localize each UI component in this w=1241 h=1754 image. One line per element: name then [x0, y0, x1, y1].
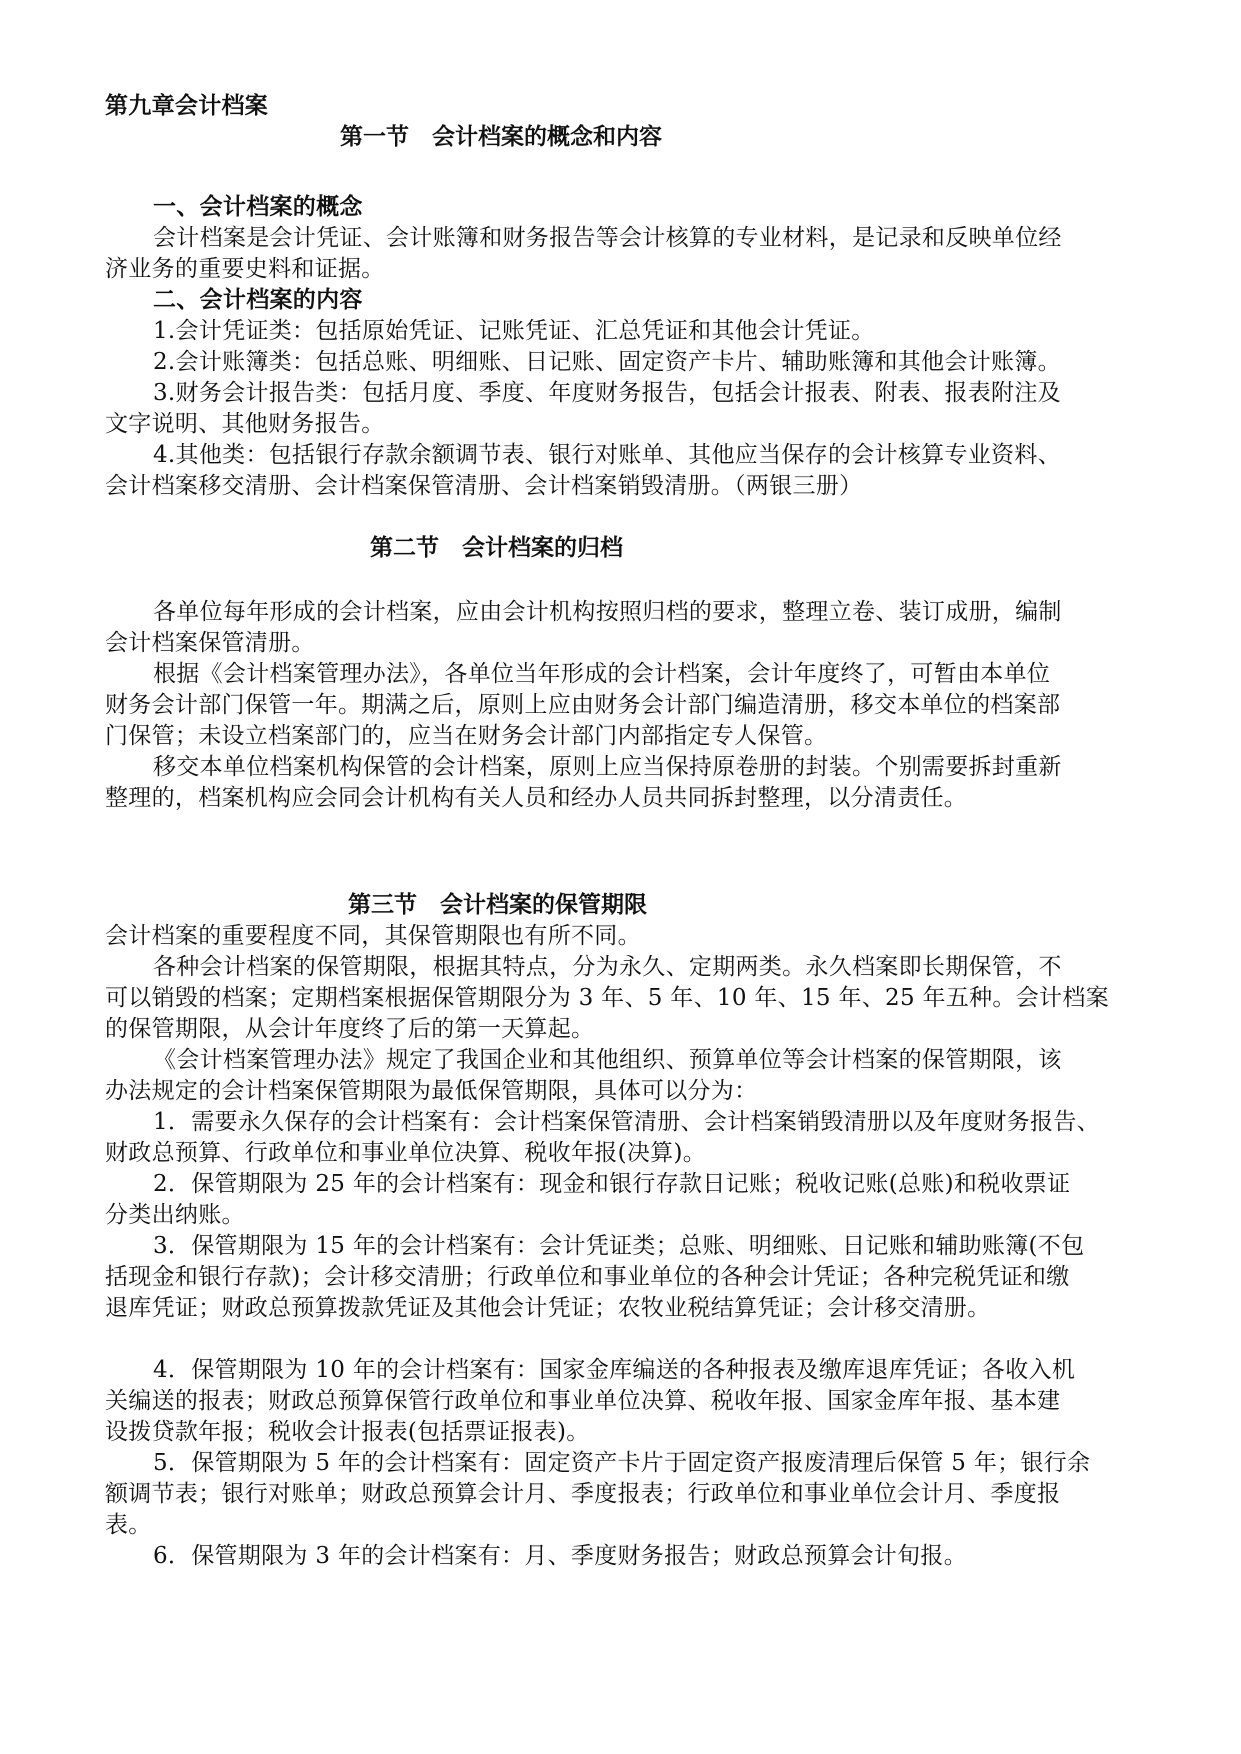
paragraph-line: 办法规定的会计档案保管期限为最低保管期限，具体可以分为：	[105, 1078, 758, 1104]
list-item: 1．需要永久保存的会计档案有：会计档案保管清册、会计档案销毁清册以及年度财务报告、	[153, 1109, 1100, 1135]
paragraph-line: 会计档案保管清册。	[105, 630, 315, 656]
paragraph-line: 各种会计档案的保管期限，根据其特点，分为永久、定期两类。永久档案即长期保管，不	[153, 954, 1062, 980]
list-item: 会计档案移交清册、会计档案保管清册、会计档案销毁清册。（两银三册）	[105, 473, 863, 499]
paragraph-line: 会计档案的重要程度不同，其保管期限也有所不同。	[105, 923, 641, 949]
list-item: 表。	[105, 1512, 152, 1538]
list-item: 财政总预算、行政单位和事业单位决算、税收年报(决算)。	[105, 1140, 707, 1166]
section3-title: 第三节 会计档案的保管期限	[348, 892, 647, 918]
chapter-title: 第九章会计档案	[105, 93, 269, 119]
paragraph-line: 移交本单位档案机构保管的会计档案，原则上应当保持原卷册的封装。个别需要拆封重新	[153, 754, 1062, 780]
list-item: 分类出纳账。	[105, 1202, 245, 1228]
list-item: 额调节表；银行对账单；财政总预算会计月、季度报表；行政单位和事业单位会计月、季度报	[105, 1481, 1061, 1507]
paragraph-line: 门保管；未设立档案部门的，应当在财务会计部门内部指定专人保管。	[105, 723, 828, 749]
paragraph-line: 济业务的重要史料和证据。	[105, 256, 385, 282]
section1-sub2-heading: 二、会计档案的内容	[153, 287, 363, 313]
paragraph-line: 《会计档案管理办法》规定了我国企业和其他组织、预算单位等会计档案的保管期限，该	[153, 1047, 1062, 1073]
list-item: 4．保管期限为 10 年的会计档案有：国家金库编送的各种报表及缴库退库凭证；各收入机	[153, 1357, 1076, 1383]
list-item: 5．保管期限为 5 年的会计档案有：固定资产卡片于固定资产报废清理后保管 5 年；银行余	[153, 1450, 1091, 1476]
section1-title: 第一节 会计档案的概念和内容	[340, 124, 662, 150]
paragraph-line: 可以销毁的档案；定期档案根据保管期限分为 3 年、5 年、10 年、15 年、25 年五种。会计档案	[105, 985, 1109, 1011]
paragraph-line: 财务会计部门保管一年。期满之后，原则上应由财务会计部门编造清册，移交本单位的档案部	[105, 692, 1061, 718]
paragraph-line: 各单位每年形成的会计档案，应由会计机构按照归档的要求，整理立卷、装订成册，编制	[153, 599, 1062, 625]
list-item: 1.会计凭证类：包括原始凭证、记账凭证、汇总凭证和其他会计凭证。	[153, 318, 875, 344]
list-item: 文字说明、其他财务报告。	[105, 411, 385, 437]
list-item: 设拨贷款年报；税收会计报表(包括票证报表)。	[105, 1419, 590, 1445]
section1-sub1-heading: 一、会计档案的概念	[153, 194, 363, 220]
list-item: 3．保管期限为 15 年的会计档案有：会计凭证类；总账、明细账、日记账和辅助账簿(不包	[153, 1233, 1085, 1259]
list-item: 退库凭证；财政总预算拨款凭证及其他会计凭证；农牧业税结算凭证；会计移交清册。	[105, 1295, 991, 1321]
list-item: 4.其他类：包括银行存款余额调节表、银行对账单、其他应当保存的会计核算专业资料、	[153, 442, 1061, 468]
paragraph-line: 的保管期限，从会计年度终了后的第一天算起。	[105, 1016, 595, 1042]
paragraph-line: 根据《会计档案管理办法》，各单位当年形成的会计档案，会计年度终了，可暂由本单位	[153, 661, 1051, 687]
list-item: 括现金和银行存款)；会计移交清册；行政单位和事业单位的各种会计凭证；各种完税凭证和缴	[105, 1264, 1070, 1290]
list-item: 2．保管期限为 25 年的会计档案有：现金和银行存款日记账；税收记账(总账)和税收票证	[153, 1171, 1071, 1197]
paragraph-line: 会计档案是会计凭证、会计账簿和财务报告等会计核算的专业材料，是记录和反映单位经	[153, 225, 1062, 251]
paragraph-line: 整理的，档案机构应会同会计机构有关人员和经办人员共同拆封整理，以分清责任。	[105, 785, 968, 811]
list-item: 关编送的报表；财政总预算保管行政单位和事业单位决算、税收年报、国家金库年报、基本建	[105, 1388, 1061, 1414]
list-item: 6．保管期限为 3 年的会计档案有：月、季度财务报告；财政总预算会计旬报。	[153, 1543, 967, 1569]
section2-title: 第二节 会计档案的归档	[370, 535, 623, 561]
list-item: 3.财务会计报告类：包括月度、季度、年度财务报告，包括会计报表、附表、报表附注及	[153, 380, 1061, 406]
list-item: 2.会计账簿类：包括总账、明细账、日记账、固定资产卡片、辅助账簿和其他会计账簿。	[153, 349, 1061, 375]
